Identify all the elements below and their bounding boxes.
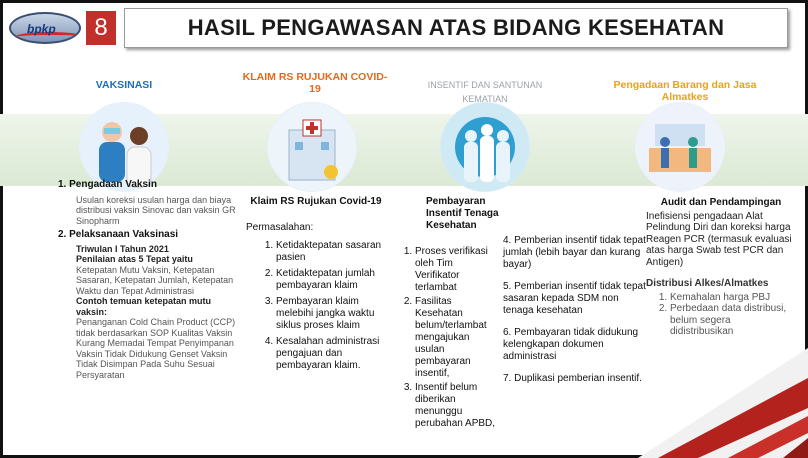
triwulan-label: Triwulan I Tahun 2021 <box>76 243 169 254</box>
distribusi-heading: Distribusi Alkes/Almatkes <box>646 278 769 289</box>
list-item: 4. Kesalahan administrasi pengajuan dan pembayaran klaim. <box>276 336 386 372</box>
category-insentif: INSENTIF DAN SANTUNAN KEMATIAN <box>427 80 543 104</box>
hospital-illustration <box>267 102 357 192</box>
audit-heading: Audit dan Pendampingan <box>660 197 782 208</box>
pengadaan-vaksin-heading: 1. Pengadaan Vaksin <box>58 179 157 190</box>
klaim-heading: Klaim RS Rujukan Covid-19 <box>250 196 382 207</box>
page-title: HASIL PENGAWASAN ATAS BIDANG KESEHATAN <box>124 8 788 48</box>
audit-text: Inefisiensi pengadaan Alat Pelindung Diri dan koreksi harga Reagen PCR (termasuk evaluasi atas harga Swab test PCR dan Antigen) <box>646 210 792 268</box>
category-vaksinasi: VAKSINASI <box>95 79 153 91</box>
insentif-heading: Pembayaran Insentif Tenaga Kesehatan <box>426 196 499 231</box>
pengadaan-vaksin-text: Usulan koreksi usulan harga dan biaya distribusi vaksin Sinovac dan vaksin GR Sinopharm <box>76 194 236 226</box>
list-item: 1. Proses verifikasi oleh Tim Verifikator terlambat <box>415 246 500 294</box>
list-item: 5. Pemberian insentif tidak tepat sasaran kepada SDM non tenaga kesehatan <box>503 281 646 316</box>
page-number: 8 <box>86 11 116 45</box>
procurement-illustration <box>635 102 725 192</box>
klaim-details <box>246 196 386 376</box>
list-item: 6. Pembayaran tidak didukung kelengkapan dokumen administrasi <box>503 327 639 362</box>
list-item: 7. Duplikasi pemberian insentif. <box>503 373 642 384</box>
list-item: 3. Pembayaran klaim melebihi jangka waktu siklus proses klaim <box>276 296 386 332</box>
vaksinasi-details <box>58 178 238 380</box>
list-item: 2. Fasilitas Kesehatan belum/terlambat mengajukan usulan pembayaran insentif, <box>415 296 500 380</box>
penilaian-text: Ketepatan Mutu Vaksin, Ketepatan Sasaran, Ketepatan Jumlah, Ketepatan Waktu dan Tepat Administrasi <box>76 264 234 296</box>
permasalahan-label: Permasalahan: <box>246 222 314 233</box>
penilaian-heading: Penilaian atas 5 Tepat yaitu <box>76 254 193 264</box>
bpkp-logo: bpkp <box>9 12 81 44</box>
category-klaim: KLAIM RS RUJUKAN COVID-19 <box>242 71 388 95</box>
list-item: 2. Ketidaktepatan jumlah pembayaran klaim <box>276 268 386 292</box>
insentif-details <box>390 196 500 432</box>
list-item: 2. Perbedaan data distribusi, belum segera didistribusikan <box>670 303 796 338</box>
contoh-heading: Contoh temuan ketepatan mutu vaksin: <box>76 296 212 317</box>
list-item: 1. Kemahalan harga PBJ <box>670 292 796 304</box>
list-item: 4. Pemberian insentif tidak tepat jumlah (lebih bayar dan kurang bayar) <box>503 235 646 270</box>
pelaksanaan-heading: 2. Pelaksanaan Vaksinasi <box>58 229 179 240</box>
contoh-text: Penanganan Cold Chain Product (CCP) tidak berdasarkan SOP Kualitas Vaksin Kurang Memadai Tempat Penyimpanan Vaksin Tidak Didukung Genset Vaksin Tidak Disimpan Pada Suhu Sesuai Persyaratan <box>76 317 236 380</box>
decorative-corner <box>548 308 808 458</box>
list-item: 1. Ketidaktepatan sasaran pasien <box>276 240 386 264</box>
list-item: 3. Insentif belum diberikan menunggu perubahan APBD, <box>415 382 500 430</box>
health-workers-illustration <box>440 102 530 192</box>
category-pengadaan: Pengadaan Barang dan Jasa Almatkes <box>613 79 757 103</box>
